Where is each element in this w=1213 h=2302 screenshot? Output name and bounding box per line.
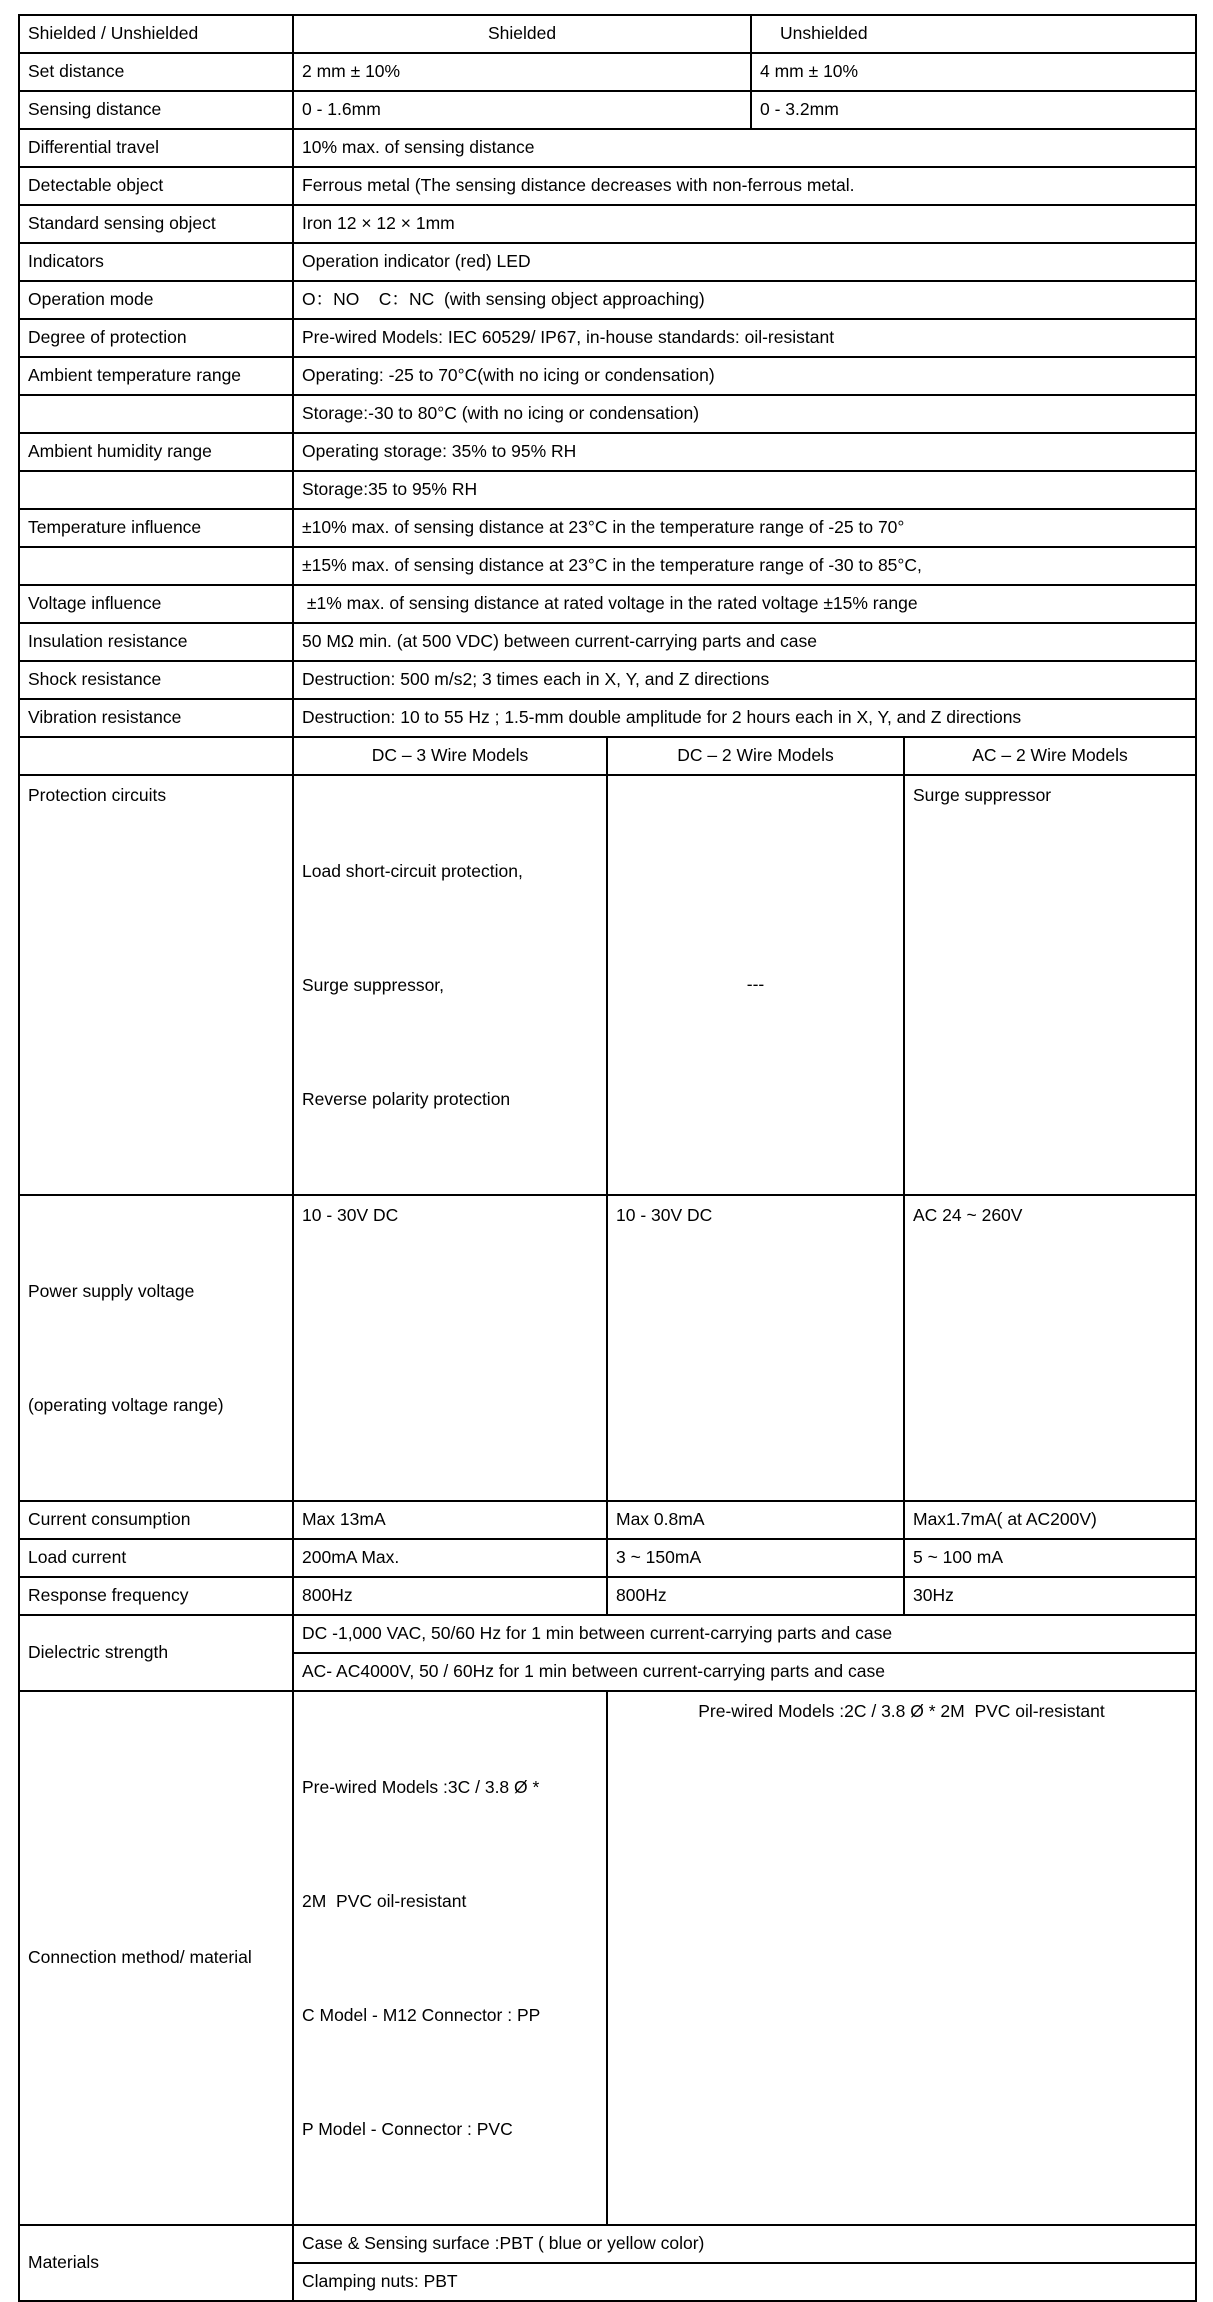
cell-sensing-distance-unshielded: 0 - 3.2mm	[751, 91, 1196, 129]
col-header-unshielded: Unshielded	[751, 15, 1196, 53]
cell-protection-dc3	[293, 775, 607, 1195]
table-row	[19, 1195, 1196, 1501]
row-label-empty	[19, 471, 293, 509]
col-header-dc-2-wire: DC – 2 Wire Models	[607, 737, 904, 775]
power-label-line: Power supply voltage	[28, 1281, 195, 1301]
table-row	[19, 395, 1196, 433]
table-row	[19, 547, 1196, 585]
cell-response-dc3: 800Hz	[293, 1577, 607, 1615]
table-row	[19, 243, 1196, 281]
row-label-shielded-unshielded: Shielded / Unshielded	[19, 15, 293, 53]
cell-current-dc2: Max 0.8mA	[607, 1501, 904, 1539]
cell-ambient-temp-storage: Storage:-30 to 80°C (with no icing or condensation)	[293, 395, 1196, 433]
row-label-response-frequency: Response frequency	[19, 1577, 293, 1615]
spec-table-shielded-section	[18, 14, 1197, 738]
cell-connection-merged: Pre-wired Models :2C / 3.8 Ø * 2M PVC oil-resistant	[607, 1691, 1196, 2225]
cell-sensing-distance-shielded: 0 - 1.6mm	[293, 91, 751, 129]
cell-power-ac2: AC 24 ~ 260V	[904, 1195, 1196, 1501]
table-row	[19, 775, 1196, 1195]
row-label-empty	[19, 547, 293, 585]
col-header-ac-2-wire: AC – 2 Wire Models	[904, 737, 1196, 775]
cell-degree-of-protection: Pre-wired Models: IEC 60529/ IP67, in-house standards: oil-resistant	[293, 319, 1196, 357]
cell-temperature-influence-2: ±15% max. of sensing distance at 23°C in the temperature range of -30 to 85°C,	[293, 547, 1196, 585]
table-row	[19, 471, 1196, 509]
row-label-shock-resistance: Shock resistance	[19, 661, 293, 699]
cell-materials-case: Case & Sensing surface :PBT ( blue or yellow color)	[293, 2225, 1196, 2263]
row-label-empty	[19, 737, 293, 775]
table-row	[19, 129, 1196, 167]
protection-line: Load short-circuit protection,	[302, 861, 523, 881]
cell-vibration-resistance: Destruction: 10 to 55 Hz ; 1.5-mm double amplitude for 2 hours each in X, Y, and Z directions	[293, 699, 1196, 737]
row-label-operation-mode: Operation mode	[19, 281, 293, 319]
row-label-set-distance: Set distance	[19, 53, 293, 91]
row-label-indicators: Indicators	[19, 243, 293, 281]
cell-operation-mode: O：NO C：NC (with sensing object approaching)	[293, 281, 1196, 319]
table-row	[19, 1539, 1196, 1577]
cell-response-dc2: 800Hz	[607, 1577, 904, 1615]
cell-power-dc2: 10 - 30V DC	[607, 1195, 904, 1501]
row-label-empty	[19, 395, 293, 433]
table-row	[19, 433, 1196, 471]
cell-load-dc2: 3 ~ 150mA	[607, 1539, 904, 1577]
cell-detectable-object: Ferrous metal (The sensing distance decreases with non-ferrous metal.	[293, 167, 1196, 205]
cell-ambient-humidity-storage: Storage:35 to 95% RH	[293, 471, 1196, 509]
cell-power-dc3: 10 - 30V DC	[293, 1195, 607, 1501]
table-row	[19, 699, 1196, 737]
row-label-current-consumption: Current consumption	[19, 1501, 293, 1539]
row-label-detectable-object: Detectable object	[19, 167, 293, 205]
col-header-shielded: Shielded	[293, 15, 751, 53]
cell-set-distance-unshielded: 4 mm ± 10%	[751, 53, 1196, 91]
table-row	[19, 1501, 1196, 1539]
cell-shock-resistance: Destruction: 500 m/s2; 3 times each in X, Y, and Z directions	[293, 661, 1196, 699]
protection-line: Reverse polarity protection	[302, 1089, 511, 1109]
row-label-load-current: Load current	[19, 1539, 293, 1577]
cell-temperature-influence-1: ±10% max. of sensing distance at 23°C in the temperature range of -25 to 70°	[293, 509, 1196, 547]
row-label-materials: Materials	[19, 2225, 293, 2301]
spec-table-models-section	[18, 736, 1197, 2302]
row-label-voltage-influence: Voltage influence	[19, 585, 293, 623]
cell-ambient-temp-operating: Operating: -25 to 70°C(with no icing or condensation)	[293, 357, 1196, 395]
table-row	[19, 357, 1196, 395]
protection-line: Surge suppressor,	[302, 975, 445, 995]
cell-load-ac2: 5 ~ 100 mA	[904, 1539, 1196, 1577]
row-label-insulation-resistance: Insulation resistance	[19, 623, 293, 661]
row-label-ambient-temperature-range: Ambient temperature range	[19, 357, 293, 395]
cell-dielectric-ac: AC- AC4000V, 50 / 60Hz for 1 min between current-carrying parts and case	[293, 1653, 1196, 1691]
row-label-vibration-resistance: Vibration resistance	[19, 699, 293, 737]
row-label-degree-of-protection: Degree of protection	[19, 319, 293, 357]
table-row	[19, 509, 1196, 547]
cell-dielectric-dc: DC -1,000 VAC, 50/60 Hz for 1 min between current-carrying parts and case	[293, 1615, 1196, 1653]
cell-load-dc3: 200mA Max.	[293, 1539, 607, 1577]
cell-response-ac2: 30Hz	[904, 1577, 1196, 1615]
table-row	[19, 167, 1196, 205]
cell-set-distance-shielded: 2 mm ± 10%	[293, 53, 751, 91]
table-row	[19, 585, 1196, 623]
cell-voltage-influence: ±1% max. of sensing distance at rated voltage in the rated voltage ±15% range	[293, 585, 1196, 623]
cell-differential-travel: 10% max. of sensing distance	[293, 129, 1196, 167]
table-row	[19, 15, 1196, 53]
table-row	[19, 281, 1196, 319]
row-label-protection-circuits: Protection circuits	[19, 775, 293, 1195]
cell-protection-ac2: Surge suppressor	[904, 775, 1196, 1195]
table-row	[19, 53, 1196, 91]
connection-line: Pre-wired Models :3C / 3.8 Ø *	[302, 1777, 540, 1797]
spec-table-wrapper	[18, 14, 1195, 2302]
row-label-power-supply-voltage	[19, 1195, 293, 1501]
table-row	[19, 2225, 1196, 2263]
row-label-ambient-humidity-range: Ambient humidity range	[19, 433, 293, 471]
cell-indicators: Operation indicator (red) LED	[293, 243, 1196, 281]
connection-line: 2M PVC oil-resistant	[302, 1891, 467, 1911]
row-label-differential-travel: Differential travel	[19, 129, 293, 167]
table-row	[19, 661, 1196, 699]
cell-standard-sensing-object: Iron 12 × 12 × 1mm	[293, 205, 1196, 243]
cell-insulation-resistance: 50 MΩ min. (at 500 VDC) between current-carrying parts and case	[293, 623, 1196, 661]
power-label-line: (operating voltage range)	[28, 1395, 224, 1415]
table-row	[19, 205, 1196, 243]
table-row	[19, 1691, 1196, 2225]
row-label-standard-sensing-object: Standard sensing object	[19, 205, 293, 243]
table-row	[19, 1615, 1196, 1653]
table-row	[19, 623, 1196, 661]
cell-ambient-humidity-operating: Operating storage: 35% to 95% RH	[293, 433, 1196, 471]
table-row	[19, 319, 1196, 357]
row-label-dielectric-strength: Dielectric strength	[19, 1615, 293, 1691]
table-row	[19, 91, 1196, 129]
row-label-sensing-distance: Sensing distance	[19, 91, 293, 129]
table-row	[19, 737, 1196, 775]
cell-current-ac2: Max1.7mA( at AC200V)	[904, 1501, 1196, 1539]
connection-line: P Model - Connector : PVC	[302, 2119, 513, 2139]
connection-line: C Model - M12 Connector : PP	[302, 2005, 541, 2025]
row-label-connection-method: Connection method/ material	[19, 1691, 293, 2225]
cell-connection-dc3	[293, 1691, 607, 2225]
cell-protection-dc2: ---	[607, 775, 904, 1195]
col-header-dc-3-wire: DC – 3 Wire Models	[293, 737, 607, 775]
table-row	[19, 1577, 1196, 1615]
cell-current-dc3: Max 13mA	[293, 1501, 607, 1539]
row-label-temperature-influence: Temperature influence	[19, 509, 293, 547]
cell-materials-nuts: Clamping nuts: PBT	[293, 2263, 1196, 2301]
